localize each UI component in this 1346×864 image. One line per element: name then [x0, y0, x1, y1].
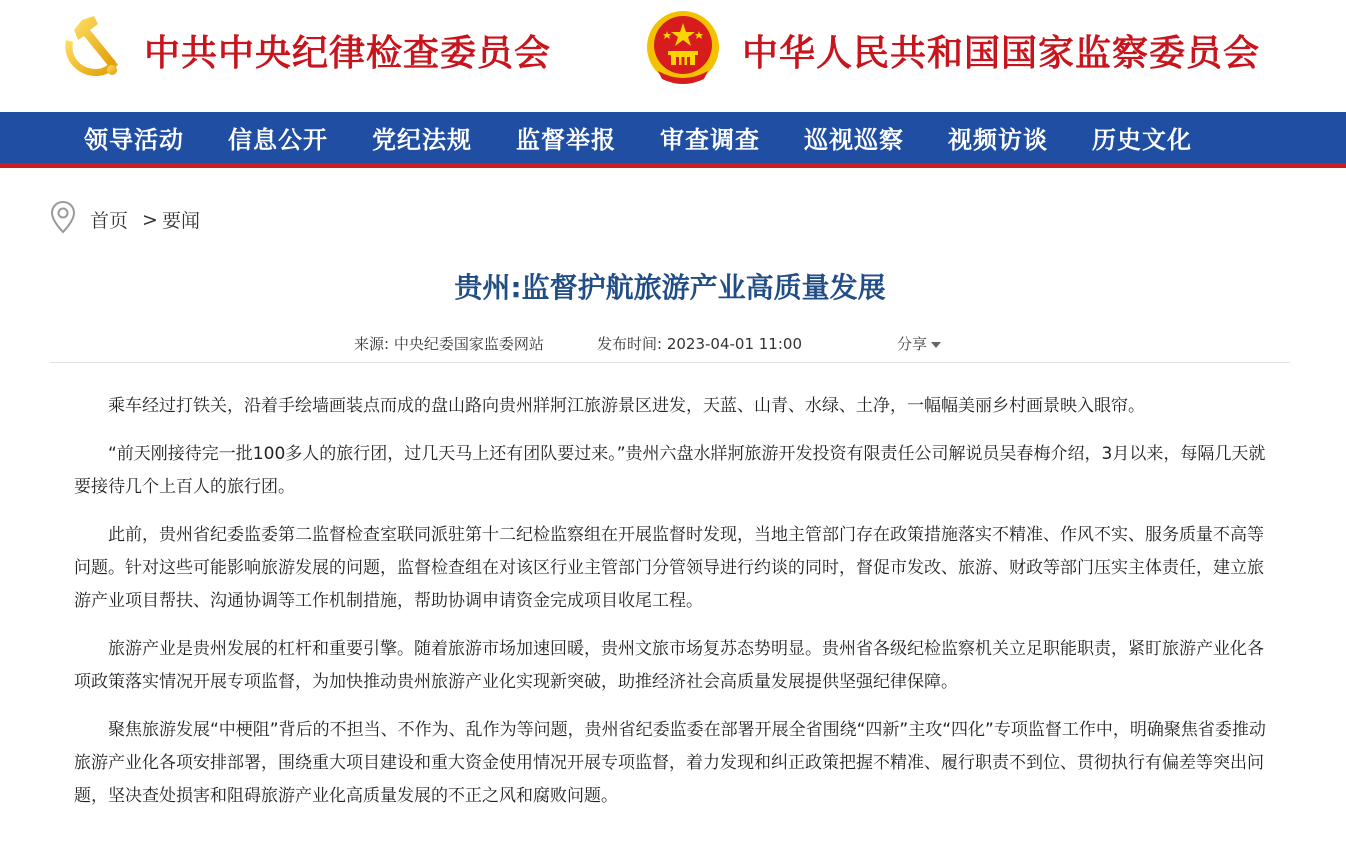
share-label: 分享 — [897, 335, 928, 353]
article-paragraph: 乘车经过打铁关，沿着手绘墙画装点而成的盘山路向贵州牂牁江旅游景区进发，天蓝、山青、水绿、土净，一幅幅美丽乡村画景映入眼帘。 — [108, 396, 1145, 416]
nav-item-info-disclosure[interactable]: 信息公开 — [228, 125, 328, 154]
hammer-sickle-icon — [52, 10, 128, 90]
location-pin-icon — [50, 200, 76, 239]
nsc-title: 中华人民共和国国家监察委员会 — [742, 31, 1261, 74]
site-header — [0, 0, 1346, 112]
article-publish-time: 发布时间: 2023-04-01 11:00 — [597, 335, 802, 353]
article-title: 贵州:监督护航旅游产业高质量发展 — [454, 271, 886, 304]
nav-item-regulations[interactable]: 党纪法规 — [372, 125, 472, 154]
national-emblem-icon — [642, 7, 724, 93]
breadcrumb-home-link[interactable]: 首页 — [90, 210, 129, 232]
breadcrumb-current-link[interactable]: 要闻 — [161, 210, 200, 232]
ccdi-brand[interactable] — [52, 0, 551, 100]
main-nav — [0, 112, 1346, 168]
nav-item-investigation[interactable]: 审查调查 — [660, 125, 760, 154]
nav-item-leadership[interactable]: 领导活动 — [84, 125, 184, 154]
article-paragraph: 旅游产业是贵州发展的杠杆和重要引擎。随着旅游市场加速回暖，贵州文旅市场复苏态势明显。贵州省各级纪检监察机关立足职能职责，紧盯旅游产业化各项政策落实情况开展专项监督，为加快推动贵州旅游产业化实现新突破，助推经济社会高质量发展提供坚强纪律保障。 — [74, 639, 1264, 692]
article-paragraph: 此前，贵州省纪委监委第二监督检查室联同派驻第十二纪检监察组在开展监督时发现，当地主管部门存在政策措施落实不精准、作风不实、服务质量不高等问题。针对这些可能影响旅游发展的问题，监督检查组在对该区行业主管部门分管领导进行约谈的同时，督促市发改、旅游、财政等部门压实主体责任，建立旅游产业项目帮扶、沟通协调等工作机制措施，帮助协调申请资金完成项目收尾工程。 — [74, 525, 1264, 611]
nsc-brand[interactable] — [642, 0, 1260, 100]
share-button[interactable] — [897, 333, 941, 354]
nav-item-supervision-report[interactable]: 监督举报 — [516, 125, 616, 154]
nav-item-inspection[interactable]: 巡视巡察 — [804, 125, 904, 154]
article-source: 来源: 中央纪委国家监委网站 — [354, 335, 544, 353]
ccdi-title: 中共中央纪律检查委员会 — [144, 31, 552, 74]
nav-item-video-interviews[interactable]: 视频访谈 — [948, 125, 1048, 154]
nav-item-history-culture[interactable]: 历史文化 — [1092, 125, 1192, 154]
meta-divider — [50, 362, 1290, 363]
breadcrumb-separator: > — [142, 208, 158, 231]
caret-down-icon — [931, 342, 941, 348]
breadcrumb — [50, 200, 200, 239]
article-paragraph: “前天刚接待完一批100多人的旅行团，过几天马上还有团队要过来。”贵州六盘水牂牁旅游开发投资有限责任公司解说员吴春梅介绍，3月以来，每隔几天就要接待几个上百人的旅行团。 — [74, 444, 1266, 497]
article-body — [74, 390, 1270, 828]
article-paragraph: 聚焦旅游发展“中梗阻”背后的不担当、不作为、乱作为等问题，贵州省纪委监委在部署开展全省围绕“四新”主攻“四化”专项监督工作中，明确聚焦省委推动旅游产业化各项安排部署，围绕重大项目建设和重大资金使用情况开展专项监督，着力发现和纠正政策把握不精准、履行职责不到位、贯彻执行有偏差等突出问题，坚决查处损害和阻碍旅游产业化高质量发展的不正之风和腐败问题。 — [74, 720, 1266, 806]
